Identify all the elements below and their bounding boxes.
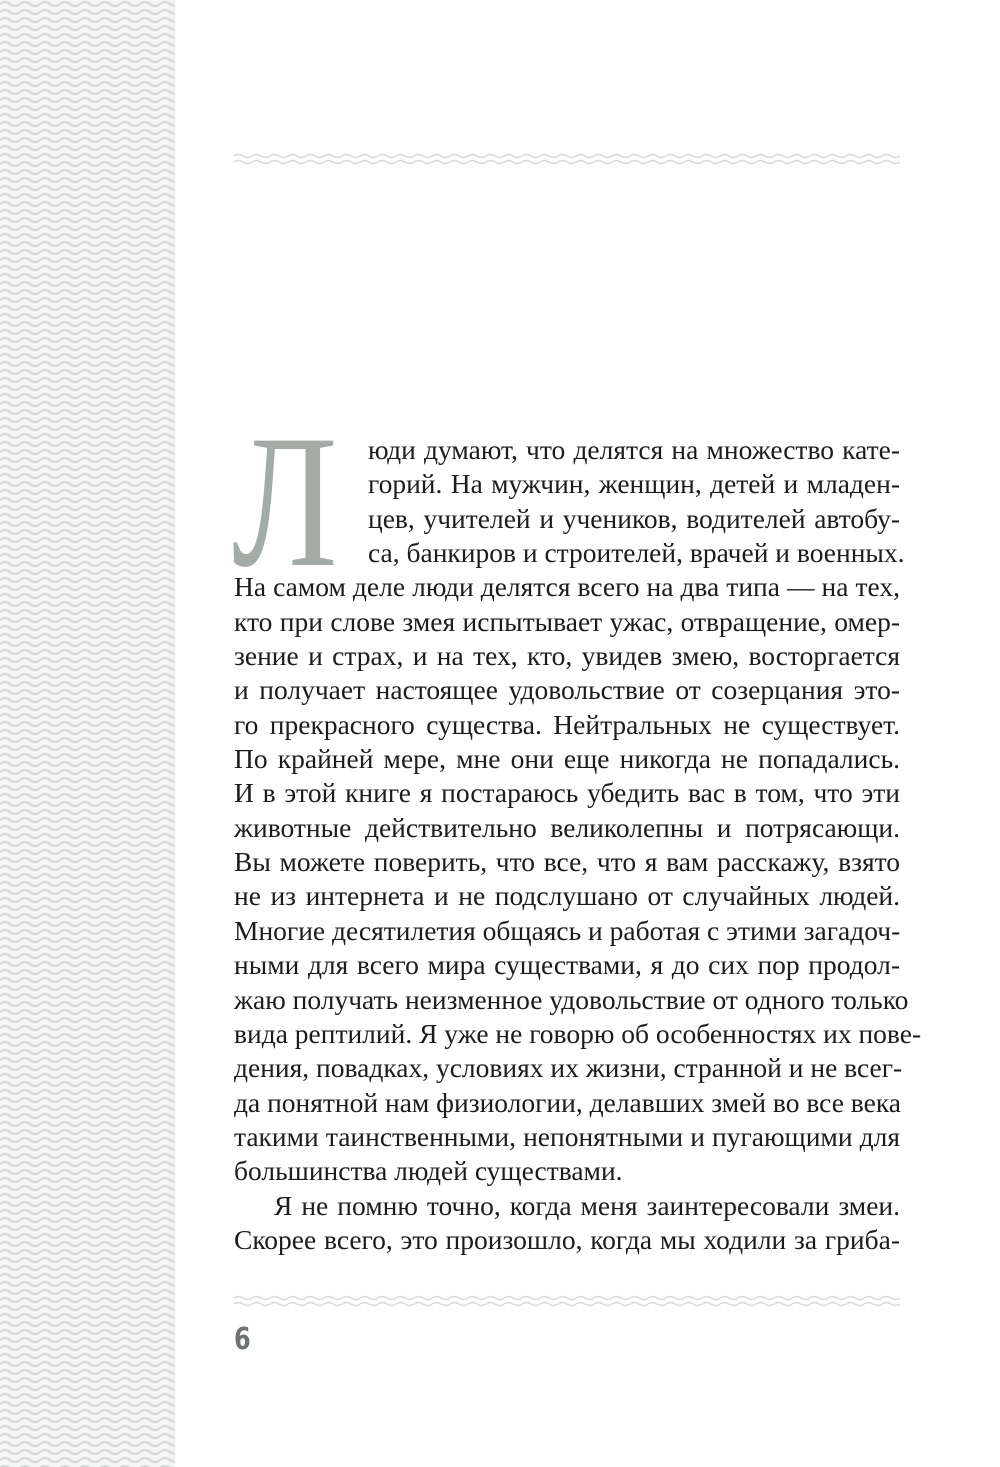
- text-line: Скорее всего, это произошло, когда мы ходили за гриба-: [234, 1223, 900, 1255]
- text-line: кто при слове змея испытывает ужас, отвращение, омер-: [234, 605, 900, 637]
- text-line: По крайней мере, мне они еще никогда не попадались.: [234, 743, 900, 775]
- text-line: И в этой книге я постараюсь убедить вас в том, что эти: [234, 777, 900, 809]
- text-line: большинства людей существами.: [234, 1155, 623, 1187]
- text-line: На самом деле люди делятся всего на два типа — на тех,: [234, 571, 900, 603]
- text-line: жаю получать неизменное удовольствие от одного только: [234, 983, 909, 1015]
- text-line: Я не помню точно, когда меня заинтересовали змеи.: [274, 1189, 900, 1221]
- bottom-wave-rule: [234, 1295, 900, 1307]
- text-line: юди думают, что делятся на множество кате-: [368, 434, 900, 465]
- text-line: вида рептилий. Я уже не говорю об особенностях их пове-: [234, 1017, 922, 1049]
- text-line: горий. На мужчин, женщин, детей и младен-: [368, 468, 900, 500]
- text-line: да понятной нам физиологии, делавших змей во все века: [234, 1086, 901, 1118]
- text-line: Многие десятилетия общаясь и работая с этими загадоч-: [234, 914, 901, 946]
- text-line: зение и страх, и на тех, кто, увидев змею, восторгается: [234, 640, 900, 672]
- text-line: не из интернета и не подслушано от случайных людей.: [234, 880, 900, 912]
- page-number: 6: [234, 1322, 251, 1357]
- decorative-side-band: [0, 0, 175, 1467]
- text-line: цев, учителей и учеников, водителей автобу-: [368, 502, 900, 534]
- drop-cap-letter: Л: [232, 397, 338, 607]
- text-line: и получает настоящее удовольствие от созерцания это-: [234, 674, 900, 706]
- text-line: са, банкиров и строителей, врачей и военных.: [368, 537, 905, 569]
- text-line: дения, повадках, условиях их жизни, странной и не всег-: [234, 1052, 903, 1084]
- text-line: ными для всего мира существами, я до сих пор продол-: [234, 949, 900, 981]
- text-line: животные действительно великолепны и потрясающи.: [234, 811, 900, 843]
- text-line: го прекрасного существа. Нейтральных не существует.: [234, 708, 900, 740]
- top-wave-rule: [234, 153, 900, 165]
- body-text: [232, 397, 922, 1257]
- text-line: такими таинственными, непонятными и пугающими для: [234, 1120, 900, 1152]
- text-line: Вы можете поверить, что все, что я вам расскажу, взято: [234, 846, 900, 878]
